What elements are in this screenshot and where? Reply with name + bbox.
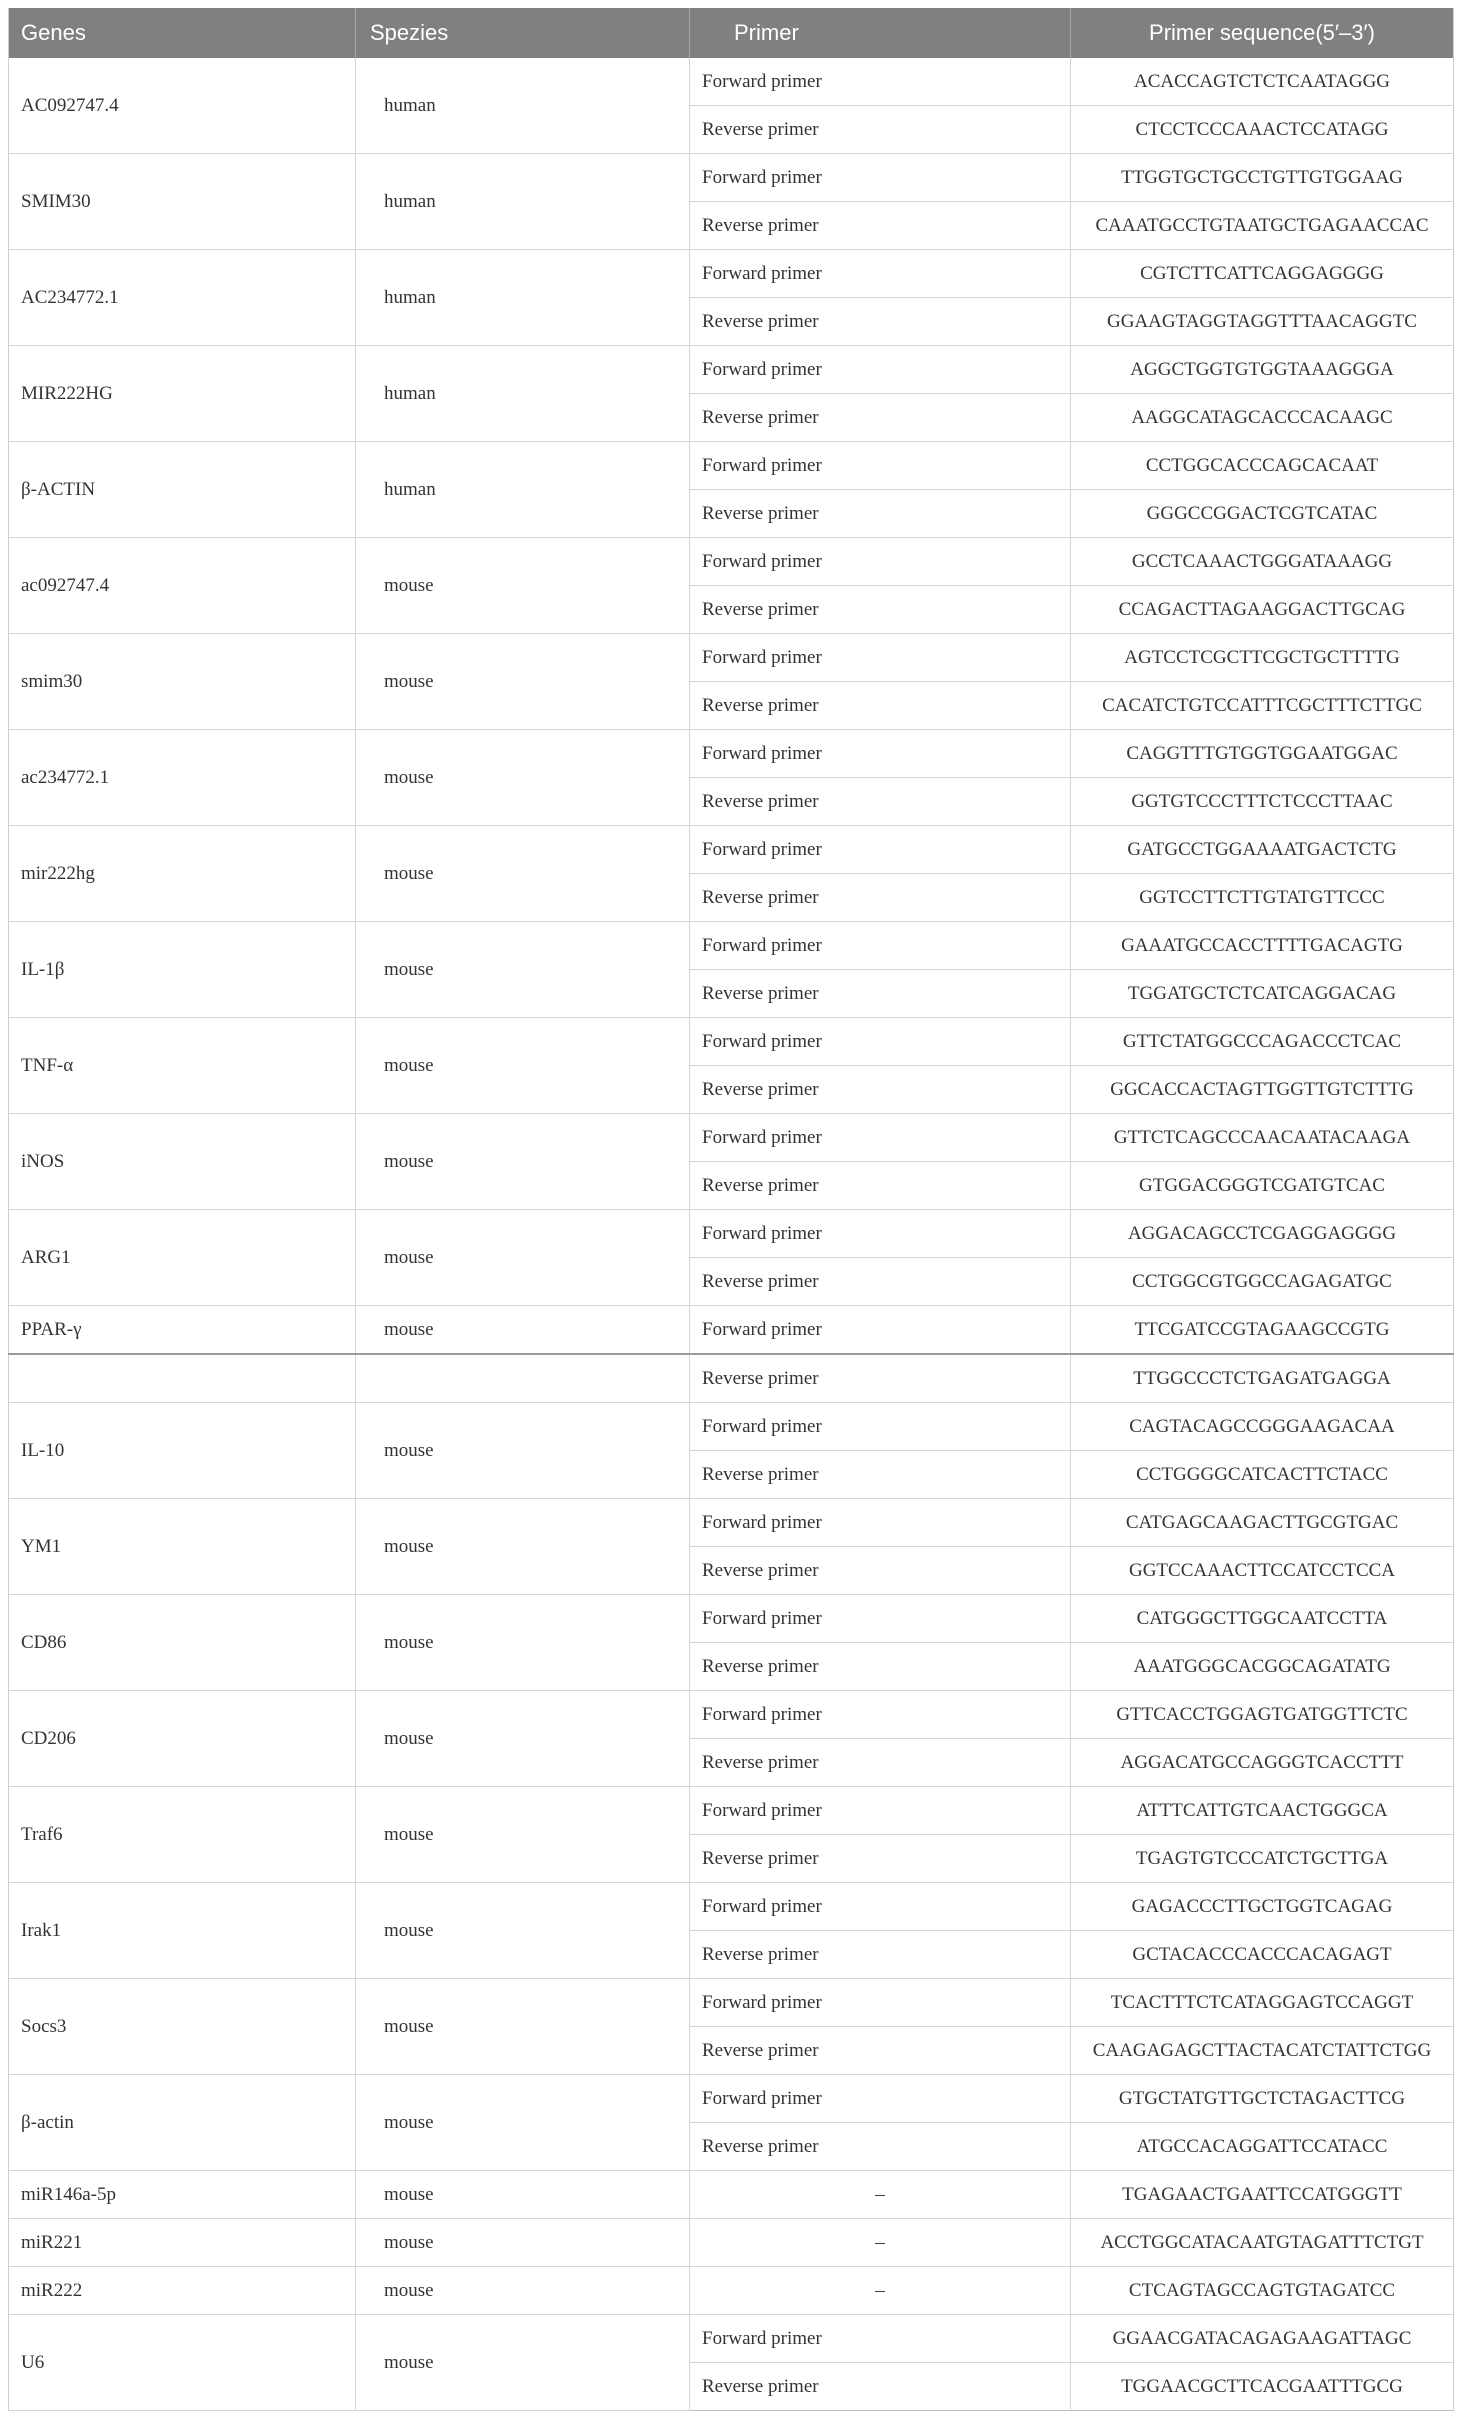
primer-cell: Forward primer bbox=[690, 538, 1071, 586]
sequence-cell: GTTCTATGGCCCAGACCCTCAC bbox=[1071, 1018, 1454, 1066]
primer-cell: Forward primer bbox=[690, 1499, 1071, 1547]
gene-cell: Irak1 bbox=[9, 1883, 356, 1979]
table-row bbox=[9, 1018, 1454, 1066]
table-row bbox=[9, 538, 1454, 586]
gene-cell: ARG1 bbox=[9, 1210, 356, 1306]
primer-cell: Reverse primer bbox=[690, 106, 1071, 154]
primer-cell: Forward primer bbox=[690, 346, 1071, 394]
table-row bbox=[9, 1499, 1454, 1547]
sequence-cell: GTGGACGGGTCGATGTCAC bbox=[1071, 1162, 1454, 1210]
sequence-cell: CTCCTCCCAAACTCCATAGG bbox=[1071, 106, 1454, 154]
sequence-cell: AGGCTGGTGTGGTAAAGGGA bbox=[1071, 346, 1454, 394]
gene-cell: Socs3 bbox=[9, 1979, 356, 2075]
sequence-cell: GAAATGCCACCTTTTGACAGTG bbox=[1071, 922, 1454, 970]
primer-cell: Forward primer bbox=[690, 1979, 1071, 2027]
primer-cell: Reverse primer bbox=[690, 2363, 1071, 2411]
species-cell: mouse bbox=[356, 1018, 690, 1114]
sequence-cell: GTTCACCTGGAGTGATGGTTCTC bbox=[1071, 1691, 1454, 1739]
sequence-cell: ATTTCATTGTCAACTGGGCA bbox=[1071, 1787, 1454, 1835]
gene-cell: AC234772.1 bbox=[9, 250, 356, 346]
sequence-cell: CACATCTGTCCATTTCGCTTTCTTGC bbox=[1071, 682, 1454, 730]
gene-cell: YM1 bbox=[9, 1499, 356, 1595]
sequence-cell: GATGCCTGGAAAATGACTCTG bbox=[1071, 826, 1454, 874]
sequence-cell: TGAGAACTGAATTCCATGGGTT bbox=[1071, 2171, 1454, 2219]
gene-cell: mir222hg bbox=[9, 826, 356, 922]
sequence-cell: CAGTACAGCCGGGAAGACAA bbox=[1071, 1403, 1454, 1451]
gene-cell: miR222 bbox=[9, 2267, 356, 2315]
species-cell: mouse bbox=[356, 1691, 690, 1787]
primer-cell: Reverse primer bbox=[690, 2123, 1071, 2171]
species-cell: human bbox=[356, 442, 690, 538]
primer-cell: Reverse primer bbox=[690, 490, 1071, 538]
gene-cell: AC092747.4 bbox=[9, 58, 356, 154]
sequence-cell: AGTCCTCGCTTCGCTGCTTTTG bbox=[1071, 634, 1454, 682]
table-row bbox=[9, 2219, 1454, 2267]
species-cell: mouse bbox=[356, 2219, 690, 2267]
sequence-cell: CTCAGTAGCCAGTGTAGATCC bbox=[1071, 2267, 1454, 2315]
sequence-cell: GGCACCACTAGTTGGTTGTCTTTG bbox=[1071, 1066, 1454, 1114]
species-cell: mouse bbox=[356, 2315, 690, 2411]
primer-cell: – bbox=[690, 2267, 1071, 2315]
sequence-cell: GTGCTATGTTGCTCTAGACTTCG bbox=[1071, 2075, 1454, 2123]
primer-cell: Forward primer bbox=[690, 922, 1071, 970]
sequence-cell: ATGCCACAGGATTCCATACC bbox=[1071, 2123, 1454, 2171]
sequence-cell: AGGACAGCCTCGAGGAGGGG bbox=[1071, 1210, 1454, 1258]
gene-cell: miR146a-5p bbox=[9, 2171, 356, 2219]
primer-cell: Forward primer bbox=[690, 2315, 1071, 2363]
table-row bbox=[9, 1883, 1454, 1931]
table-row bbox=[9, 730, 1454, 778]
species-cell: mouse bbox=[356, 826, 690, 922]
species-cell: mouse bbox=[356, 1499, 690, 1595]
sequence-cell: GGAACGATACAGAGAAGATTAGC bbox=[1071, 2315, 1454, 2363]
sequence-cell: CGTCTTCATTCAGGAGGGG bbox=[1071, 250, 1454, 298]
sequence-cell: CCTGGGGCATCACTTCTACC bbox=[1071, 1451, 1454, 1499]
gene-cell: IL-10 bbox=[9, 1403, 356, 1499]
primer-cell: Forward primer bbox=[690, 250, 1071, 298]
primer-cell: Reverse primer bbox=[690, 778, 1071, 826]
sequence-cell: CATGAGCAAGACTTGCGTGAC bbox=[1071, 1499, 1454, 1547]
gene-cell: ac234772.1 bbox=[9, 730, 356, 826]
primer-cell: Forward primer bbox=[690, 826, 1071, 874]
primer-cell: Forward primer bbox=[690, 1787, 1071, 1835]
species-cell: mouse bbox=[356, 1306, 690, 1355]
primer-cell: Reverse primer bbox=[690, 586, 1071, 634]
primer-cell: Reverse primer bbox=[690, 1354, 1071, 1403]
sequence-cell: ACCTGGCATACAATGTAGATTTCTGT bbox=[1071, 2219, 1454, 2267]
table-row bbox=[9, 442, 1454, 490]
primer-cell: Reverse primer bbox=[690, 874, 1071, 922]
species-cell: mouse bbox=[356, 1787, 690, 1883]
sequence-cell: GAGACCCTTGCTGGTCAGAG bbox=[1071, 1883, 1454, 1931]
species-cell: human bbox=[356, 346, 690, 442]
species-cell: mouse bbox=[356, 1883, 690, 1979]
primer-cell: Reverse primer bbox=[690, 970, 1071, 1018]
gene-cell: smim30 bbox=[9, 634, 356, 730]
table-row bbox=[9, 634, 1454, 682]
sequence-cell: GGAAGTAGGTAGGTTTAACAGGTC bbox=[1071, 298, 1454, 346]
sequence-cell: TTGGCCCTCTGAGATGAGGA bbox=[1071, 1354, 1454, 1403]
species-cell bbox=[356, 1354, 690, 1403]
primer-cell: Reverse primer bbox=[690, 1739, 1071, 1787]
table-row bbox=[9, 2315, 1454, 2363]
table-row bbox=[9, 2075, 1454, 2123]
sequence-cell: TTCGATCCGTAGAAGCCGTG bbox=[1071, 1306, 1454, 1355]
primer-cell: Reverse primer bbox=[690, 2027, 1071, 2075]
gene-cell: Traf6 bbox=[9, 1787, 356, 1883]
primer-cell: Reverse primer bbox=[690, 1547, 1071, 1595]
table-row bbox=[9, 1403, 1454, 1451]
species-cell: mouse bbox=[356, 538, 690, 634]
primer-cell: Reverse primer bbox=[690, 1162, 1071, 1210]
primer-cell: Reverse primer bbox=[690, 298, 1071, 346]
gene-cell: U6 bbox=[9, 2315, 356, 2411]
primer-table bbox=[8, 8, 1454, 2411]
species-cell: mouse bbox=[356, 634, 690, 730]
sequence-cell: GGGCCGGACTCGTCATAC bbox=[1071, 490, 1454, 538]
species-cell: mouse bbox=[356, 1403, 690, 1499]
primer-cell: Reverse primer bbox=[690, 1451, 1071, 1499]
table-row bbox=[9, 58, 1454, 106]
primer-cell: Forward primer bbox=[690, 634, 1071, 682]
sequence-cell: CCTGGCGTGGCCAGAGATGC bbox=[1071, 1258, 1454, 1306]
gene-cell: β-actin bbox=[9, 2075, 356, 2171]
sequence-cell: CATGGGCTTGGCAATCCTTA bbox=[1071, 1595, 1454, 1643]
primer-cell: Forward primer bbox=[690, 1306, 1071, 1355]
sequence-cell: GCCTCAAACTGGGATAAAGG bbox=[1071, 538, 1454, 586]
sequence-cell: GGTCCTTCTTGTATGTTCCC bbox=[1071, 874, 1454, 922]
primer-cell: Forward primer bbox=[690, 58, 1071, 106]
sequence-cell: CAAGAGAGCTTACTACATCTATTCTGG bbox=[1071, 2027, 1454, 2075]
gene-cell: TNF-α bbox=[9, 1018, 356, 1114]
primer-cell: Forward primer bbox=[690, 1595, 1071, 1643]
primer-cell: Forward primer bbox=[690, 1883, 1071, 1931]
header-genes: Genes bbox=[9, 8, 356, 58]
gene-cell: PPAR-γ bbox=[9, 1306, 356, 1355]
primer-cell: Reverse primer bbox=[690, 394, 1071, 442]
table-row bbox=[9, 1210, 1454, 1258]
sequence-cell: GGTCCAAACTTCCATCCTCCA bbox=[1071, 1547, 1454, 1595]
sequence-cell: TGAGTGTCCCATCTGCTTGA bbox=[1071, 1835, 1454, 1883]
primer-cell: Reverse primer bbox=[690, 1643, 1071, 1691]
table-row bbox=[9, 2267, 1454, 2315]
sequence-cell: TCACTTTCTCATAGGAGTCCAGGT bbox=[1071, 1979, 1454, 2027]
sequence-cell: CAAATGCCTGTAATGCTGAGAACCAC bbox=[1071, 202, 1454, 250]
table-row bbox=[9, 1114, 1454, 1162]
primer-cell: Forward primer bbox=[690, 1691, 1071, 1739]
species-cell: mouse bbox=[356, 922, 690, 1018]
primer-cell: Reverse primer bbox=[690, 1258, 1071, 1306]
table-body bbox=[9, 58, 1454, 2411]
primer-cell: Reverse primer bbox=[690, 1931, 1071, 1979]
table-row bbox=[9, 346, 1454, 394]
gene-cell: ac092747.4 bbox=[9, 538, 356, 634]
table-row bbox=[9, 154, 1454, 202]
species-cell: mouse bbox=[356, 1595, 690, 1691]
table-row bbox=[9, 250, 1454, 298]
primer-cell: Reverse primer bbox=[690, 1066, 1071, 1114]
gene-cell: MIR222HG bbox=[9, 346, 356, 442]
sequence-cell: TTGGTGCTGCCTGTTGTGGAAG bbox=[1071, 154, 1454, 202]
gene-cell: IL-1β bbox=[9, 922, 356, 1018]
species-cell: mouse bbox=[356, 1979, 690, 2075]
table-row bbox=[9, 922, 1454, 970]
sequence-cell: GCTACACCCACCCACAGAGT bbox=[1071, 1931, 1454, 1979]
primer-cell: – bbox=[690, 2219, 1071, 2267]
gene-cell: iNOS bbox=[9, 1114, 356, 1210]
primer-cell: Forward primer bbox=[690, 2075, 1071, 2123]
species-cell: human bbox=[356, 154, 690, 250]
sequence-cell: ACACCAGTCTCTCAATAGGG bbox=[1071, 58, 1454, 106]
table-row bbox=[9, 826, 1454, 874]
table-row bbox=[9, 1691, 1454, 1739]
header-spezies: Spezies bbox=[356, 8, 690, 58]
table-row bbox=[9, 1787, 1454, 1835]
table-row bbox=[9, 1979, 1454, 2027]
primer-cell: Reverse primer bbox=[690, 1835, 1071, 1883]
gene-cell bbox=[9, 1354, 356, 1403]
species-cell: human bbox=[356, 58, 690, 154]
sequence-cell: TGGAACGCTTCACGAATTTGCG bbox=[1071, 2363, 1454, 2411]
table-row bbox=[9, 1595, 1454, 1643]
sequence-cell: CCTGGCACCCAGCACAAT bbox=[1071, 442, 1454, 490]
header-primer: Primer bbox=[690, 8, 1071, 58]
sequence-cell: GTTCTCAGCCCAACAATACAAGA bbox=[1071, 1114, 1454, 1162]
sequence-cell: AAATGGGCACGGCAGATATG bbox=[1071, 1643, 1454, 1691]
gene-cell: CD206 bbox=[9, 1691, 356, 1787]
species-cell: mouse bbox=[356, 2171, 690, 2219]
primer-cell: – bbox=[690, 2171, 1071, 2219]
primer-cell: Forward primer bbox=[690, 1210, 1071, 1258]
gene-cell: miR221 bbox=[9, 2219, 356, 2267]
species-cell: mouse bbox=[356, 730, 690, 826]
species-cell: human bbox=[356, 250, 690, 346]
primer-cell: Reverse primer bbox=[690, 682, 1071, 730]
sequence-cell: AGGACATGCCAGGGTCACCTTT bbox=[1071, 1739, 1454, 1787]
primer-cell: Forward primer bbox=[690, 442, 1071, 490]
species-cell: mouse bbox=[356, 2075, 690, 2171]
gene-cell: CD86 bbox=[9, 1595, 356, 1691]
species-cell: mouse bbox=[356, 1210, 690, 1306]
sequence-cell: CAGGTTTGTGGTGGAATGGAC bbox=[1071, 730, 1454, 778]
table-header-row bbox=[9, 8, 1454, 58]
species-cell: mouse bbox=[356, 1114, 690, 1210]
table-row bbox=[9, 1306, 1454, 1355]
sequence-cell: TGGATGCTCTCATCAGGACAG bbox=[1071, 970, 1454, 1018]
primer-cell: Forward primer bbox=[690, 154, 1071, 202]
gene-cell: SMIM30 bbox=[9, 154, 356, 250]
primer-cell: Forward primer bbox=[690, 1403, 1071, 1451]
primer-cell: Forward primer bbox=[690, 1018, 1071, 1066]
primer-cell: Forward primer bbox=[690, 730, 1071, 778]
gene-cell: β-ACTIN bbox=[9, 442, 356, 538]
sequence-cell: GGTGTCCCTTTCTCCCTTAAC bbox=[1071, 778, 1454, 826]
primer-cell: Reverse primer bbox=[690, 202, 1071, 250]
primer-cell: Forward primer bbox=[690, 1114, 1071, 1162]
sequence-cell: CCAGACTTAGAAGGACTTGCAG bbox=[1071, 586, 1454, 634]
header-sequence: Primer sequence(5′–3′) bbox=[1071, 8, 1454, 58]
table-row bbox=[9, 2171, 1454, 2219]
table-row bbox=[9, 1354, 1454, 1403]
species-cell: mouse bbox=[356, 2267, 690, 2315]
sequence-cell: AAGGCATAGCACCCACAAGC bbox=[1071, 394, 1454, 442]
